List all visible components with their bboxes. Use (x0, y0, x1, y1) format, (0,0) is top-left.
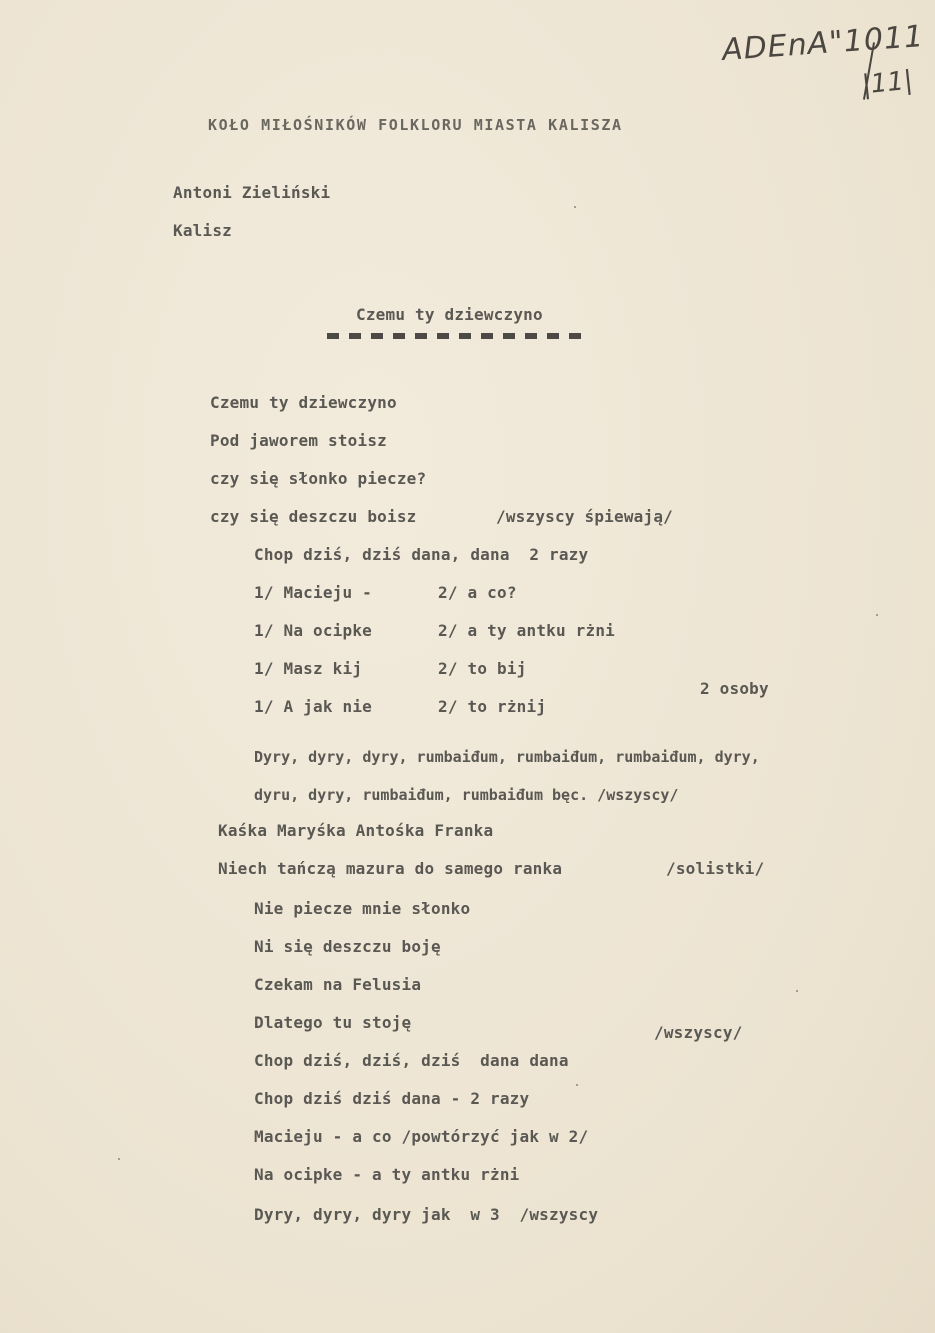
organization-header: KOŁO MIŁOŚNIKÓW FOLKLORU MIASTA KALISZA (208, 116, 623, 134)
paper-speck (576, 1084, 578, 1086)
lyric-line: Na ocipke - a ty antku rżni (254, 1165, 520, 1184)
dialogue-reply: 2/ a co? (438, 583, 517, 602)
lyric-line: dyru, dyry, rumbaiđum, rumbaiđum bęc. /wszyscy/ (254, 786, 679, 804)
lyric-line: Chop dziś, dziś dana, dana 2 razy (254, 545, 589, 564)
archive-signature-2: |11| (860, 65, 915, 101)
lyric-line: Kaśka Maryśka Antośka Franka (218, 821, 494, 840)
dialogue-line: 1/ Macieju - (254, 583, 372, 602)
dialogue-line: 1/ Na ocipke (254, 621, 372, 640)
performer-note: 2 osoby (700, 679, 769, 698)
dialogue-line: 1/ Masz kij (254, 659, 363, 678)
dialogue-reply: 2/ to bij (438, 659, 527, 678)
dialogue-line: 1/ A jak nie (254, 697, 372, 716)
lyric-line: Niech tańczą mazura do samego ranka (218, 859, 563, 878)
lyric-line: Chop dziś dziś dana - 2 razy (254, 1089, 530, 1108)
lyric-line: Dlatego tu stoję (254, 1013, 412, 1032)
lyric-line: czy się deszczu boisz (210, 507, 417, 526)
paper-speck (876, 614, 878, 616)
archive-signature: ADEnA"1011 (721, 18, 926, 69)
paper-speck (796, 990, 798, 992)
dialogue-reply: 2/ to rżnij (438, 697, 547, 716)
lyric-line: Ni się deszczu boję (254, 937, 441, 956)
lyric-line: Macieju - a co /powtórzyć jak w 2/ (254, 1127, 589, 1146)
performer-note: /solistki/ (666, 859, 765, 878)
lyric-line: Nie piecze mnie słonko (254, 899, 471, 918)
lyric-line: Dyry, dyry, dyry jak w 3 /wszyscy (254, 1205, 599, 1224)
lyric-line: Chop dziś, dziś, dziś dana dana (254, 1051, 569, 1070)
lyric-line: Czekam na Felusia (254, 975, 422, 994)
song-title: Czemu ty dziewczyno (356, 305, 543, 324)
paper-speck (574, 206, 576, 208)
performer-note: /wszyscy/ (654, 1023, 743, 1042)
lyric-line: Dyry, dyry, dyry, rumbaiđum, rumbaiđum, rumbaiđum, dyry, (254, 748, 760, 766)
lyric-line: czy się słonko piecze? (210, 469, 427, 488)
lyric-line: Czemu ty dziewczyno (210, 393, 397, 412)
author-name: Antoni Zieliński (173, 183, 331, 202)
lyric-line: Pod jaworem stoisz (210, 431, 387, 450)
title-underline (327, 333, 591, 339)
dialogue-reply: 2/ a ty antku rżni (438, 621, 615, 640)
place-name: Kalisz (173, 221, 232, 240)
performer-note: /wszyscy śpiewają/ (496, 507, 673, 526)
paper-speck (118, 1158, 120, 1160)
